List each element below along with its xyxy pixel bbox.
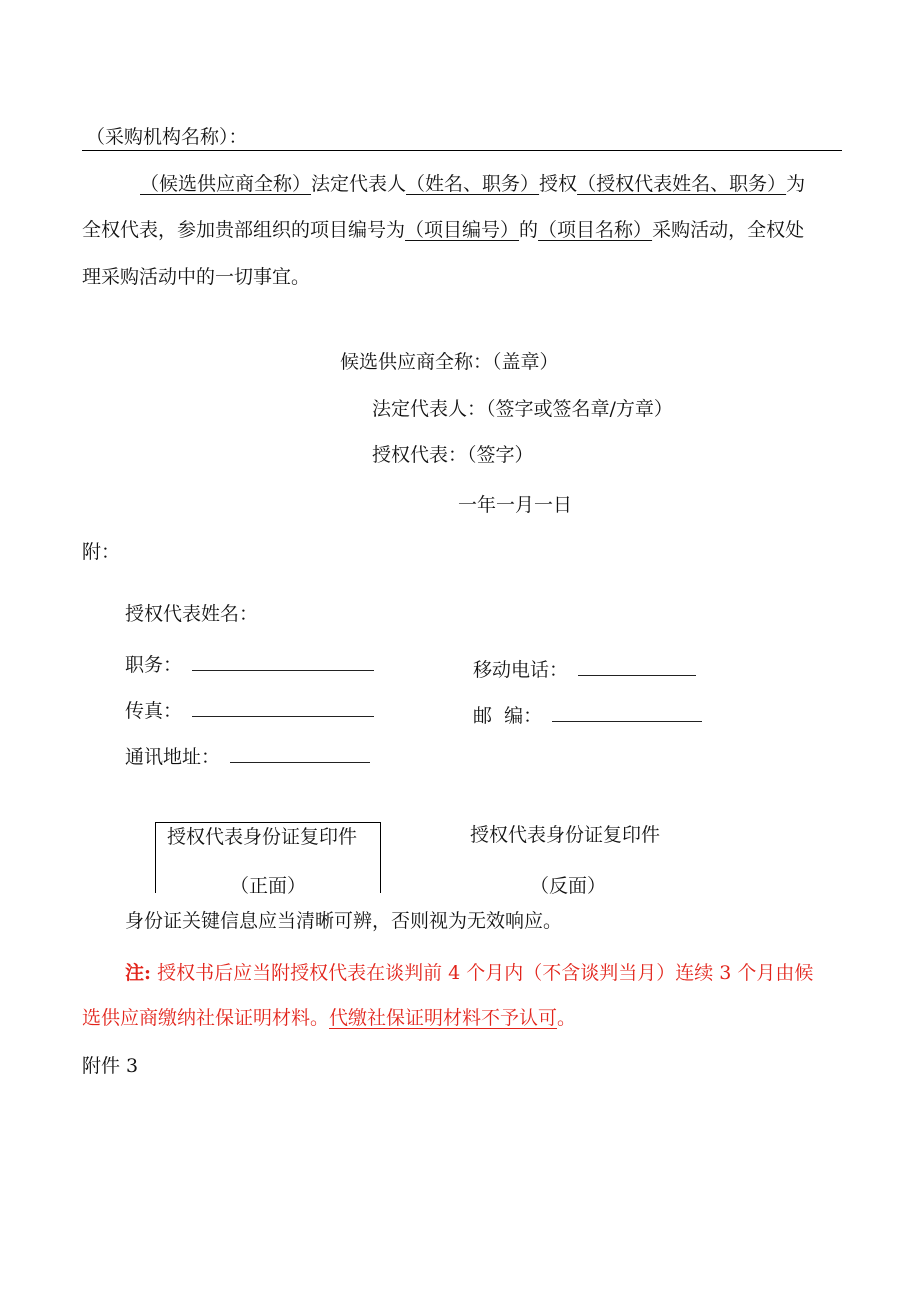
social-security-note-line-2 [82,1009,576,1028]
id-front-side: （正面） [230,875,307,897]
date-line: 一年一月一日 [458,494,573,516]
mobile-label: 移动电话： [473,659,569,681]
body-line-2-text-a: 全权代表，参加贵部组织的项目编号为 [82,219,406,241]
note-not-accepted: 代缴社保证明材料不予认可 [329,1007,558,1029]
mobile-field [473,659,696,680]
position-label: 职务： [125,654,183,676]
postcode-field [473,705,702,726]
as-text: 为 [786,173,806,195]
name-position-placeholder: （姓名、职务） [406,173,540,195]
address-field [125,746,370,767]
supplier-name-placeholder: （候选供应商全称） [140,173,312,195]
address-blank[interactable] [230,746,370,763]
position-blank[interactable] [192,654,374,671]
fax-field [125,700,374,721]
address-label: 通讯地址： [125,746,221,768]
social-security-note-line-1 [125,964,813,983]
project-name-placeholder: （项目名称） [538,219,653,241]
position-field [125,654,374,675]
legal-rep-sign-line: 法定代表人：（签字或签名章/方章） [372,398,673,420]
id-back-title: 授权代表身份证复印件 [470,824,661,846]
header-rule [82,150,842,151]
rep-name-position-placeholder: （授权代表姓名、职务） [577,173,787,195]
note-line-2-period: 。 [557,1007,577,1029]
body-line-2-text-c: 采购活动，全权处 [652,219,805,241]
project-number-placeholder: （项目编号） [405,219,520,241]
legal-rep-text: 法定代表人 [311,173,407,195]
attachment-label: 附件 3 [82,1055,139,1077]
id-front-title: 授权代表身份证复印件 [167,826,358,848]
mobile-blank[interactable] [578,659,696,676]
authorize-text: 授权 [539,173,578,195]
appendix-label: 附： [82,541,121,563]
body-line-2-text-b: 的 [519,219,539,241]
authorized-rep-sign-line: 授权代表：（签字） [372,444,534,466]
postcode-label: 邮 编： [473,705,543,727]
body-line-3: 理采购活动中的一切事宜。 [82,266,311,288]
id-clarity-note: 身份证关键信息应当清晰可辨，否则视为无效响应。 [125,910,563,932]
supplier-seal-line: 候选供应商全称：（盖章） [340,351,559,373]
rep-name-label: 授权代表姓名： [125,603,259,625]
fax-blank[interactable] [192,700,374,717]
note-line-1-text: 授权书后应当附授权代表在谈判前 4 个月内（不含谈判当月）连续 3 个月由候 [157,962,814,984]
note-prefix: 注: [125,962,152,984]
id-back-side: （反面） [530,875,607,897]
agency-name-placeholder: （采购机构名称）： [86,126,248,148]
note-line-2-text: 选供应商缴纳社保证明材料。 [82,1007,330,1029]
fax-label: 传真： [125,700,183,722]
postcode-blank[interactable] [552,705,702,722]
body-line-1 [140,175,805,194]
body-line-2 [82,221,804,240]
